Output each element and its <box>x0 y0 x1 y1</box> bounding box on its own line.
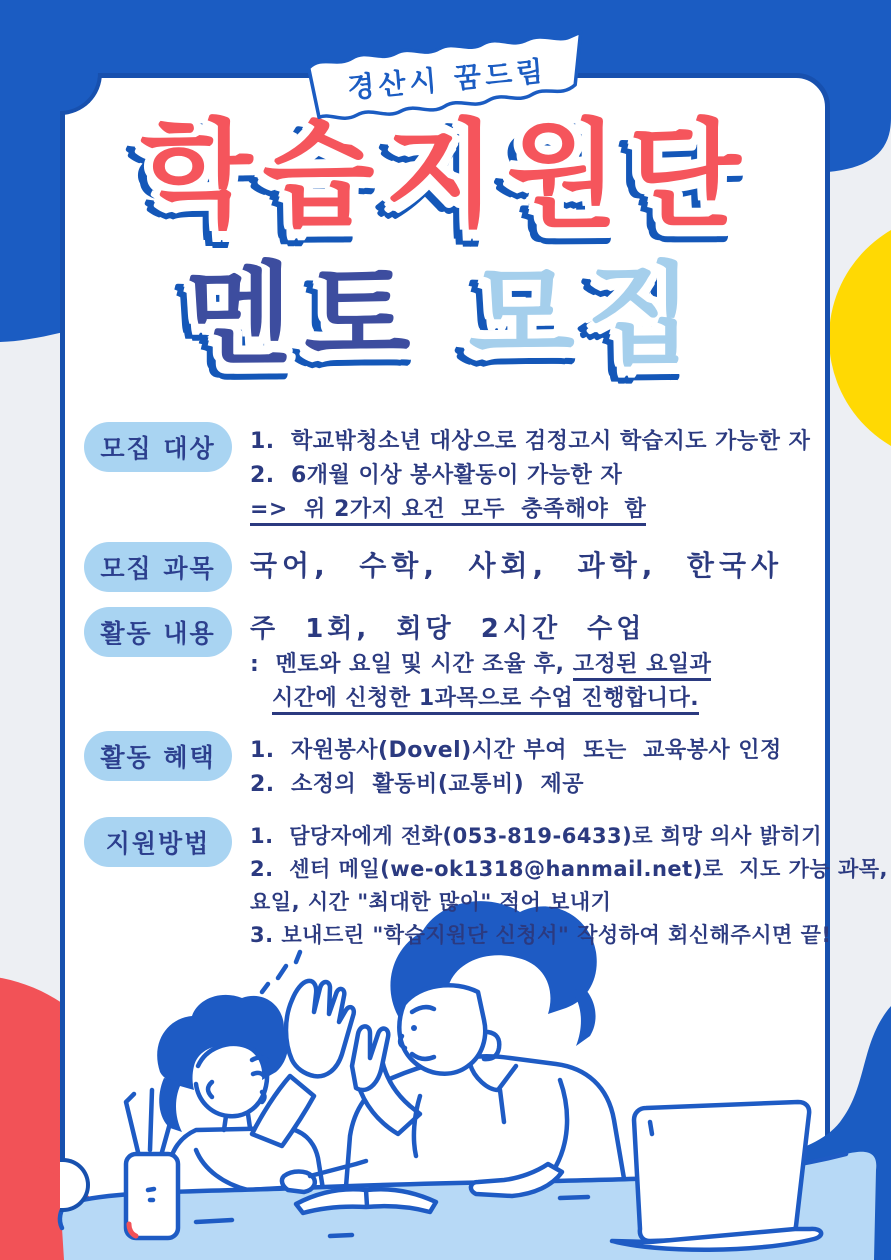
apply-item-1: 1. 담당자에게 전화(053-819-6433)로 희망 의사 밝히기 <box>250 824 822 848</box>
sub-title-word-mentor: 멘토 <box>185 251 423 379</box>
apply-item-2: 2. 센터 메일(we-ok1318@hanmail.net)로 지도 가능 과목, <box>250 857 889 881</box>
apply-item-3: 요일, 시간 "최대한 많이" 적어 보내기 <box>250 890 612 914</box>
section-benefits-label: 활동 혜택 <box>84 731 232 781</box>
student-face <box>196 1044 267 1116</box>
activity-line-3: 시간에 신청한 1과목으로 수업 진행합니다. <box>250 682 711 716</box>
laptop <box>612 1102 821 1250</box>
main-title: 학습지원단 <box>140 108 751 243</box>
section-apply <box>84 817 889 952</box>
section-target <box>84 422 824 527</box>
activity-line-2: : 멘토와 요일 및 시간 조율 후, 고정된 요일과 <box>250 648 711 682</box>
sub-title-word-recruit: 모집 <box>468 251 706 379</box>
student-hand <box>286 981 354 1076</box>
benefits-item-1: 1. 자원봉사(Dovel)시간 부여 또는 교육봉사 인정 <box>250 738 782 763</box>
target-note: => 위 2가지 요건 모두 충족해야 함 <box>250 493 810 527</box>
ribbon-label: 경산시 꿈드림 <box>346 54 549 105</box>
apply-item-4: 3. 보내드린 "학습지원단 신청서" 작성하여 회신해주시면 끝! <box>250 923 832 947</box>
section-benefits <box>84 731 824 802</box>
section-activity-label: 활동 내용 <box>84 607 232 657</box>
target-item-2: 2. 6개월 이상 봉사활동이 가능한 자 <box>250 463 623 488</box>
section-subjects-label: 모집 과목 <box>84 542 232 592</box>
section-target-label: 모집 대상 <box>84 422 232 472</box>
section-apply-label: 지원방법 <box>84 817 232 867</box>
section-subjects <box>84 542 824 592</box>
sub-title <box>0 252 891 379</box>
info-sections <box>84 422 889 967</box>
benefits-item-2: 2. 소정의 활동비(교통비) 제공 <box>250 772 585 797</box>
section-activity <box>84 607 824 716</box>
subjects-list: 국어, 수학, 사회, 과학, 한국사 <box>250 549 784 582</box>
laptop-screen <box>634 1102 809 1241</box>
target-item-1: 1. 학교밖청소년 대상으로 검정고시 학습지도 가능한 자 <box>250 429 811 454</box>
activity-line-1: 주 1회, 회당 2시간 수업 <box>250 614 646 644</box>
